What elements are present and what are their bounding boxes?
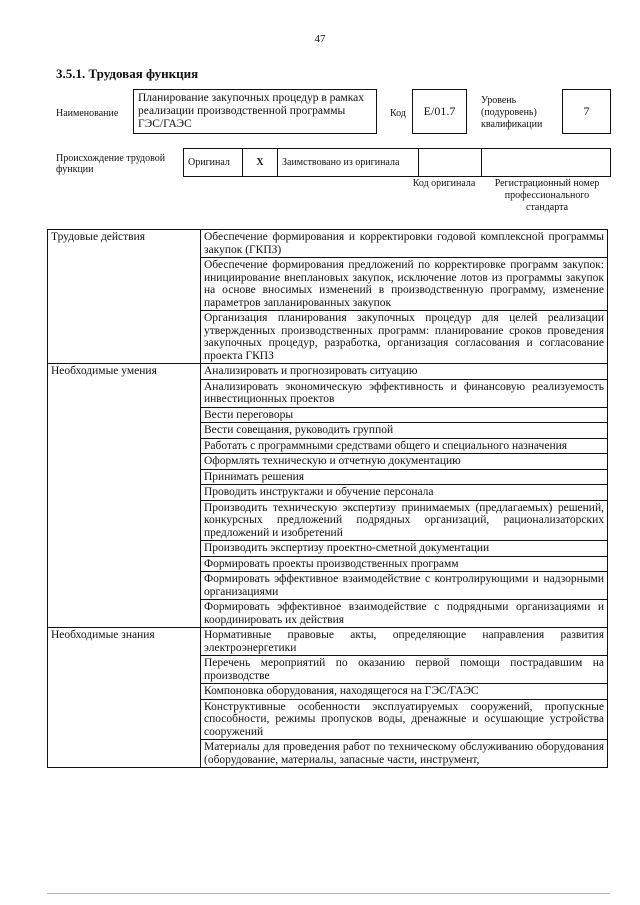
- qualification-level-box: 7: [562, 89, 611, 134]
- item-cell: Формировать эффективное взаимодействие с контролирующими и надзорными организациями: [201, 572, 608, 600]
- item-cell: Производить техническую экспертизу принимаемых (предлагаемых) решений, конкурсных предложений подрядных организаций, рационализаторских предложений и изобретений: [201, 500, 608, 541]
- category-cell: Трудовые действия: [48, 230, 201, 364]
- item-cell: Организация планирования закупочных процедур для целей реализации утвержденных производственных программ: планирование сроков проведения закупочных процедур, разработка, организация согласования и согласование проекта ГКПЗ: [201, 311, 608, 364]
- category-cell: Необходимые умения: [48, 364, 201, 628]
- category-cell: Необходимые знания: [48, 628, 201, 768]
- code-label: Код: [390, 108, 406, 119]
- item-cell: Анализировать экономическую эффективность и финансовую реализуемость инвестиционных проектов: [201, 379, 608, 407]
- original-code-cell: [419, 149, 482, 176]
- item-cell: Обеспечение формирования и корректировки годовой комплексной программы закупок (ГКПЗ): [201, 230, 608, 258]
- registration-number-cell: [482, 149, 610, 176]
- item-cell: Перечень мероприятий по оказанию первой помощи пострадавшим на производстве: [201, 656, 608, 684]
- item-cell: Конструктивные особенности эксплуатируемых сооружений, пропускные способности, режимы пропусков воды, дренажные и осушающие устройства сооружений: [201, 699, 608, 740]
- item-cell: Принимать решения: [201, 469, 608, 485]
- item-cell: Оформлять техническую и отчетную документацию: [201, 454, 608, 470]
- item-cell: Формировать проекты производственных программ: [201, 556, 608, 572]
- item-cell: Материалы для проведения работ по техническому обслуживанию оборудования (оборудование, материалы, запасные части, инструмент,: [201, 740, 608, 768]
- function-code-box: E/01.7: [412, 89, 467, 134]
- function-table: [47, 229, 608, 768]
- function-name-box: Планирование закупочных процедур в рамках реализации производственной программы ГЭС/ГАЭС: [133, 89, 377, 134]
- item-cell: Формировать эффективное взаимодействие с подрядными организациями и координировать их действия: [201, 600, 608, 628]
- level-label: Уровень (подуровень) квалификации: [481, 95, 543, 130]
- origin-row: [183, 148, 611, 177]
- item-cell: Нормативные правовые акты, определяющие направления развития электроэнергетики: [201, 628, 608, 656]
- item-cell: Производить экспертизу проектно-сметной документации: [201, 541, 608, 557]
- item-cell: Вести переговоры: [201, 407, 608, 423]
- original-label: Оригинал: [184, 149, 243, 176]
- item-cell: Работать с программными средствами общего и специального назначения: [201, 438, 608, 454]
- table-row: [48, 628, 608, 656]
- item-cell: Анализировать и прогнозировать ситуацию: [201, 364, 608, 380]
- original-mark: X: [243, 149, 278, 176]
- registration-number-caption: Регистрационный номер профессионального стандарта: [494, 178, 600, 213]
- origin-label: Происхождение трудовой функции: [56, 153, 166, 175]
- table-row: [48, 230, 608, 258]
- table-row: [48, 364, 608, 380]
- item-cell: Вести совещания, руководить группой: [201, 423, 608, 439]
- name-label: Наименование: [56, 108, 119, 119]
- section-title: 3.5.1. Трудовая функция: [56, 66, 199, 81]
- item-cell: Компоновка оборудования, находящегося на ГЭС/ГАЭС: [201, 684, 608, 700]
- bottom-divider: [47, 893, 610, 894]
- page-number: 47: [314, 33, 326, 45]
- item-cell: Проводить инструктажи и обучение персонала: [201, 485, 608, 501]
- borrowed-label: Заимствовано из оригинала: [278, 149, 419, 176]
- original-code-caption: Код оригинала: [412, 178, 476, 189]
- item-cell: Обеспечение формирования предложений по корректировке программ закупок: инициирование внеплановых закупок, исключение лотов из программы закупок на основе вносимых изменений в производственную программу, изменение параметров запланированных закупок: [201, 258, 608, 311]
